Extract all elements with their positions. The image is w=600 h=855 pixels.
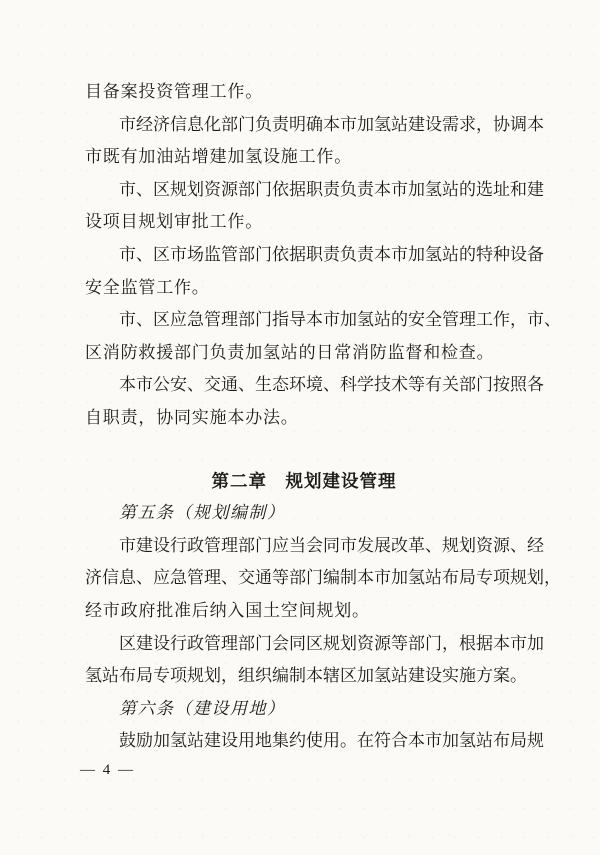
text-line: 设项目规划审批工作。 <box>85 212 263 232</box>
text-line: 安全监管工作。 <box>85 277 210 297</box>
section-gap <box>85 435 523 465</box>
text-line: 鼓 励 加 氢 站 建 设 用 地 集 约 使 用 。 在 符 合 本 市 加 氢 站 布 局 规 <box>119 731 544 751</box>
text-line: 氢 站 布 局 专 项 规 划 ， 组 织 编 制 本 辖 区 加 氢 站 建 设 实 施 方 案 。 <box>85 666 527 686</box>
text-line: 自职责，协同实施本办法。 <box>85 407 299 427</box>
text-line: 经市政府批准后纳入国土空间规划。 <box>85 600 370 620</box>
text-line: 市 、 区 规 划 资 源 部 门 依 据 职 责 负 责 本 市 加 氢 站 的 选 址 和 建 <box>119 179 544 199</box>
text-line: 济 信 息 、 应 急 管 理 、 交 通 等 部 门 编 制 本 市 加 氢 站 布 局 专 项 规 划 ， <box>85 568 561 588</box>
text-line: 区消防救援部门负责加氢站的日常消防监督和检查。 <box>85 342 495 362</box>
page-number: — 4 — <box>80 762 135 778</box>
text-line: 目备案投资管理工作。 <box>85 82 263 101</box>
text-line: 市 建 设 行 政 管 理 部 门 应 当 会 同 市 发 展 改 革 、 规 划 资 源 、 经 <box>119 535 544 555</box>
article-label: 第六条（建设用地） <box>119 698 286 718</box>
text-line: 本 市 公 安 、 交 通 、 生 态 环 境 、 科 学 技 术 等 有 关 部 门 按 照 各 <box>119 375 544 395</box>
text-line: 市 经 济 信 息 化 部 门 负 责 明 确 本 市 加 氢 站 建 设 需 求 ， 协 调 本 <box>119 114 544 134</box>
text-line: 市 、 区 市 场 监 管 部 门 依 据 职 责 负 责 本 市 加 氢 站 的 特 种 设 备 <box>119 244 544 264</box>
article-label: 第五条（规划编制） <box>119 503 286 523</box>
text-line: 市 、 区 应 急 管 理 部 门 指 导 本 市 加 氢 站 的 安 全 管 理 工 作 ， 市 、 <box>119 310 561 330</box>
document-body <box>85 76 561 758</box>
chapter-heading: 第二章 规划建设管理 <box>211 470 397 491</box>
text-line: 区 建 设 行 政 管 理 部 门 会 同 区 规 划 资 源 等 部 门 ， 根 据 本 市 加 <box>119 633 544 653</box>
text-line: 市既有加油站增建加氢设施工作。 <box>85 147 352 167</box>
